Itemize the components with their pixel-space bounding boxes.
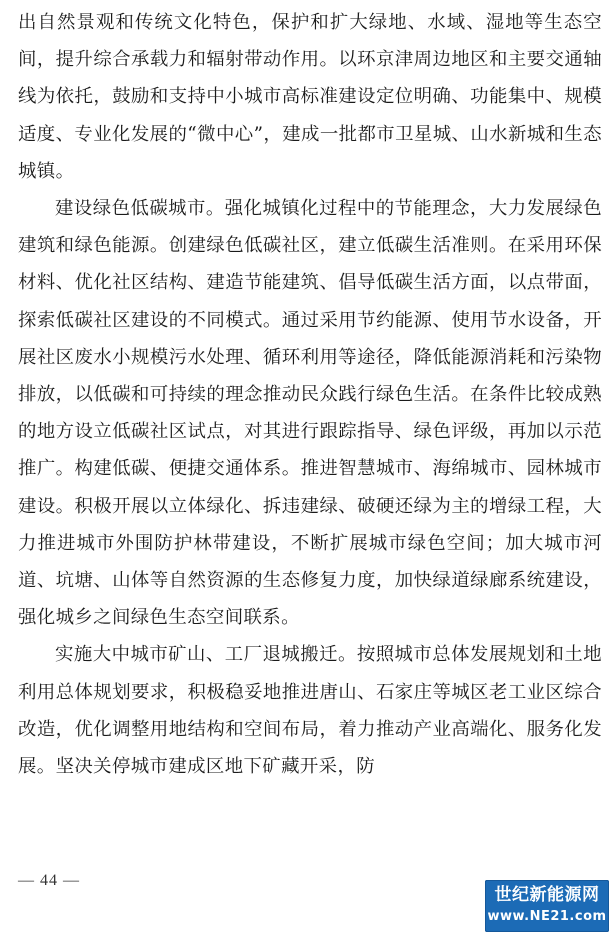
page-number: — 44 —	[18, 872, 80, 889]
paragraph-2: 建设绿色低碳城市。强化城镇化过程中的节能理念，大力发展绿色建筑和绿色能源。创建绿色低碳社区，建立低碳生活准则。在采用环保材料、优化社区结构、建造节能建筑、倡导低碳生活方面，以点带面，探索低碳社区建设的不同模式。通过采用节约能源、使用节水设备，开展社区废水小规模污水处理、循环利用等途径，降低能源消耗和污染物排放，以低碳和可持续的理念推动民众践行绿色生活。在条件比较成熟的地方设立低碳社区试点，对其进行跟踪指导、绿色评级，再加以示范推广。构建低碳、便捷交通体系。推进智慧城市、海绵城市、园林城市建设。积极开展以立体绿化、拆违建绿、破硬还绿为主的增绿工程，大力推进城市外围防护林带建设，不断扩展城市绿色空间；加大城市河道、坑塘、山体等自然资源的生态修复力度，加快绿道绿廊系统建设，强化城乡之间绿色生态空间联系。	[18, 198, 602, 629]
watermark-logo	[485, 880, 609, 932]
paragraph-1: 出自然景观和传统文化特色，保护和扩大绿地、水域、湿地等生态空间，提升综合承载力和辐射带动作用。以环京津周边地区和主要交通轴线为依托，鼓励和支持中小城市高标准建设定位明确、功能集中、规模适度、专业化发展的“微中心”，建成一批都市卫星城、山水新城和生态城镇。	[18, 12, 602, 182]
watermark-title: 世纪新能源网	[494, 885, 600, 905]
body-text	[18, 4, 602, 785]
watermark-url: www.NE21.com	[487, 909, 607, 924]
paragraph-3: 实施大中城市矿山、工厂退城搬迁。按照城市总体发展规划和土地利用总体规划要求，积极稳妥地推进唐山、石家庄等城区老工业区综合改造，优化调整用地结构和空间布局，着力推动产业高端化、服务化发展。坚决关停城市建成区地下矿藏开采，防	[18, 644, 602, 778]
